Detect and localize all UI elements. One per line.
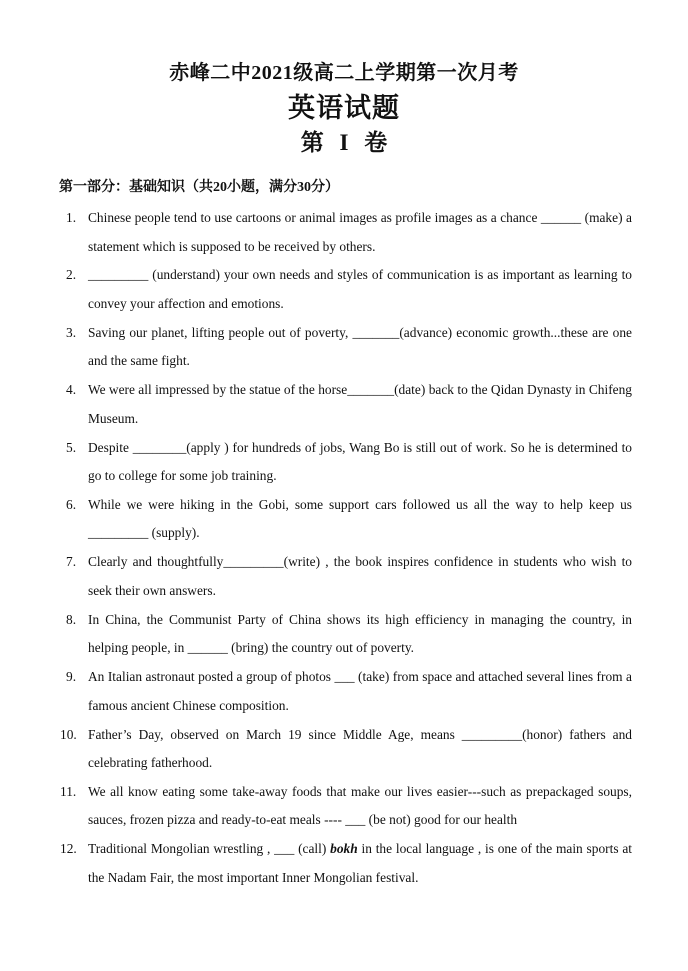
exam-school-title: 赤峰二中2021级高二上学期第一次月考 [169,62,519,84]
question-number: 12. [60,841,77,857]
question-number: 10. [60,726,77,742]
question-item [62,261,632,318]
question-number: 1. [66,210,77,225]
question-number: 7. [66,554,77,570]
question-text: In China, the Communist Party of China shows its high efficiency in managing the country, in helping people, in ______ (bring) the country out of poverty. [88,611,632,656]
question-item [62,721,632,778]
question-number: 9. [66,669,77,685]
question-number: 5. [66,439,77,455]
question-text: Chinese people tend to use cartoons or animal images as profile images as a chance ______ (make) a statement which is supposed to be received by others. [88,210,632,254]
question-text: We all know eating some take-away foods that make our lives easier---such as prepackaged soups, sauces, frozen pizza and ready-to-eat meals ---- ___ (be not) good for our health [88,783,632,828]
question-text-part: in the local language , is one of the main sports at the Nadam Fair, the most important Inner Mongolian festival. [88,841,632,885]
question-item [62,491,632,548]
question-item [62,319,632,376]
question-number: 11. [60,783,77,799]
question-text: _________ (understand) your own needs and styles of communication is as important as learning to convey your affection and emotions. [88,267,632,311]
question-item [62,376,632,433]
question-number: 2. [66,267,77,283]
question-text: Saving our planet, lifting people out of poverty, _______(advance) economic growth...these are one and the same fight. [88,324,632,369]
question-text: Clearly and thoughtfully_________(write) , the book inspires confidence in students who wish to seek their own answers. [88,554,632,598]
question-item [62,606,632,663]
question-text: Despite ________(apply ) for hundreds of jobs, Wang Bo is still out of work. So he is determined to go to college for some job training. [88,439,632,484]
question-text: While we were hiking in the Gobi, some support cars followed us all the way to help keep us _________ (supply). [88,496,632,541]
question-text [88,835,632,892]
question-item [62,548,632,605]
exam-subject-title: 英语试题 [288,93,400,123]
question-text: We were all impressed by the statue of the horse_______(date) back to the Qidan Dynasty in Chifeng Museum. [88,382,632,426]
question-list [62,204,632,893]
emphasized-term: bokh [330,841,358,857]
question-text-part: Traditional Mongolian wrestling , ___ (call) [88,841,331,857]
question-text: An Italian astronaut posted a group of photos ___ (take) from space and attached several lines from a famous ancient Chinese composition. [88,669,632,713]
exam-volume-title: 第 I 卷 [300,130,388,155]
question-item [62,835,632,892]
question-item [62,778,632,835]
question-item [62,663,632,720]
question-text: Father’s Day, observed on March 19 since Middle Age, means _________(honor) fathers and celebrating fatherhood. [88,726,632,771]
section-heading: 第一部分：基础知识（共20小题，满分30分） [59,180,339,195]
question-item [62,434,632,491]
question-number: 4. [66,382,77,398]
question-number: 6. [66,496,77,512]
question-item [62,204,632,261]
question-number: 8. [66,611,77,627]
question-number: 3. [66,324,77,340]
